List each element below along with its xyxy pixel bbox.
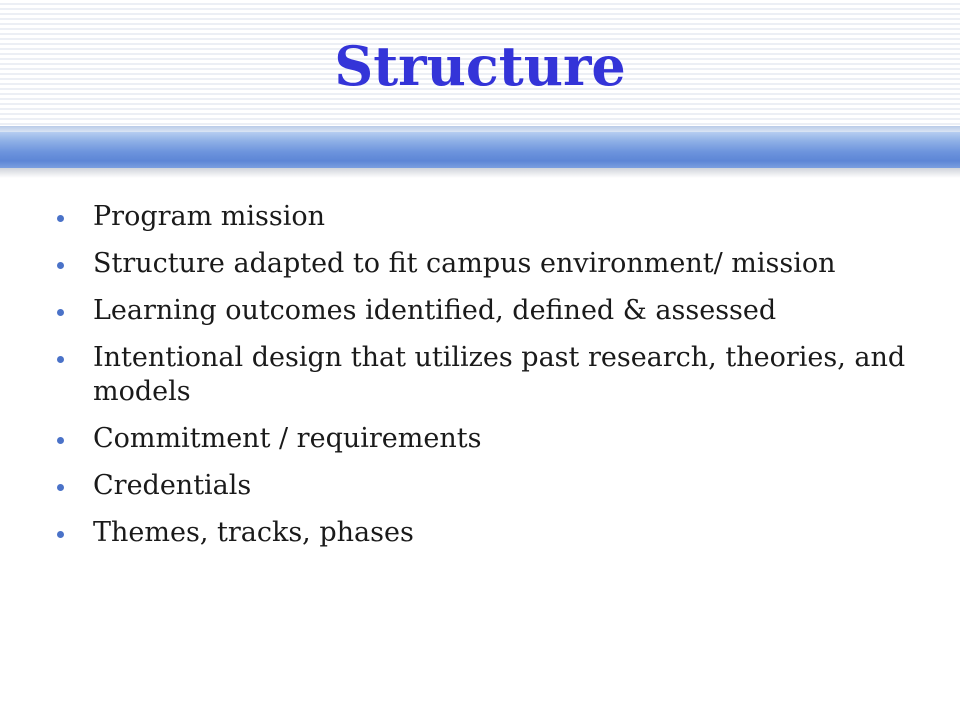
bullet-text: Themes, tracks, phases — [93, 517, 414, 548]
bullet-item — [57, 294, 917, 328]
title-rule-band — [0, 132, 960, 168]
bullet-marker-icon — [57, 262, 64, 269]
bullet-marker-icon — [57, 215, 64, 222]
bullet-text: Credentials — [93, 470, 252, 501]
bullet-marker-icon — [57, 356, 64, 363]
title-rule-shadow — [0, 168, 960, 178]
bullet-text: Learning outcomes identified, defined & assessed — [93, 295, 777, 326]
bullet-item — [57, 469, 917, 503]
bullet-list — [57, 200, 917, 563]
bullet-text: Intentional design that utilizes past research, theories, and models — [93, 342, 906, 407]
bullet-item — [57, 247, 917, 281]
slide-title: Structure — [334, 34, 626, 98]
bullet-item — [57, 200, 917, 234]
bullet-item — [57, 516, 917, 550]
bullet-marker-icon — [57, 484, 64, 491]
bullet-marker-icon — [57, 531, 64, 538]
bullet-text: Commitment / requirements — [93, 423, 482, 454]
bullet-text: Program mission — [93, 201, 326, 232]
bullet-marker-icon — [57, 437, 64, 444]
bullet-text: Structure adapted to fit campus environment/ mission — [93, 248, 836, 279]
bullet-item — [57, 422, 917, 456]
bullet-item — [57, 341, 917, 409]
bullet-marker-icon — [57, 309, 64, 316]
